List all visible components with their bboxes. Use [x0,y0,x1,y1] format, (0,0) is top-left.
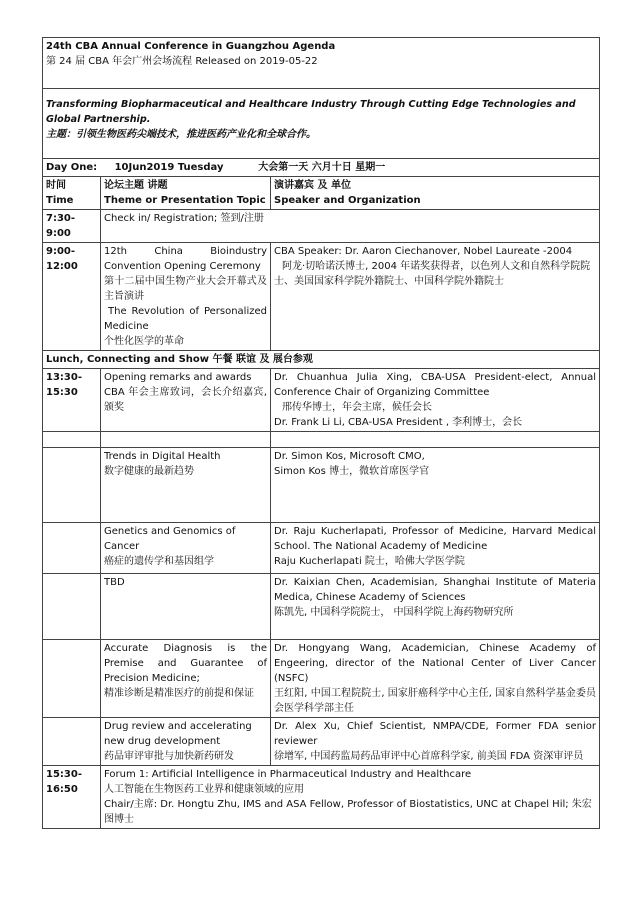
tbd-speaker-en: Dr. Kaixian Chen, Academisian, Shanghai Institute of Materia Medica, Chinese Academy of Sciences [274,577,596,603]
remarks-speaker [271,369,600,432]
col-speaker-en: Speaker and Organization [274,195,421,206]
table-row [43,210,600,243]
day-cell [43,159,600,177]
opening-time: 9:00-12:00 [43,243,101,351]
keynote-topic-en: The Revolution of Personalized Medicine [104,306,267,332]
forum-title-cn: 人工智能在生物医药工业界和健康领域的应用 [104,784,304,795]
remarks-time: 13:30-15:30 [43,369,101,432]
agenda-page [42,37,600,829]
col-speaker-cn: 演讲嘉宾 及 单位 [274,180,351,191]
genetics-topic [101,523,271,574]
remarks-topic-cn: CBA 年会主席致词，会长介绍嘉宾, 颁奖 [104,387,267,413]
table-row [43,718,600,766]
day-label: Day One: [46,162,98,173]
table-row [43,448,600,523]
table-row [43,369,600,432]
title-en: 24th CBA Annual Conference in Guangzhou Agenda [46,41,336,52]
remarks-topic-en: Opening remarks and awards [104,372,252,383]
diagnosis-speaker-en: Dr. Hongyang Wang, Academician, Chinese Academy of Engeering, director of the National Center of Liver Cancer (NSFC) [274,643,596,684]
drug-speaker [271,718,600,766]
col-topic-en: Theme or Presentation Topic [104,195,266,206]
opening-topic-cn: 第十二届中国生物产业大会开幕式及主旨演讲 [104,276,267,302]
empty-time-cell [43,574,101,640]
diagnosis-topic [101,640,271,718]
opening-topic-en: 12th China Bioindustry Convention Opening Ceremony [104,246,267,272]
empty-time-cell [43,640,101,718]
col-speaker-header [271,177,600,210]
opening-speaker [271,243,600,351]
drug-speaker-cn: 徐增军, 中国药监局药品审评中心首席科学家, 前美国 FDA 资深审评员 [274,751,584,762]
theme-cell [43,89,600,159]
header-row [43,38,600,89]
remarks-speaker-2: Dr. Frank Li Li, CBA-USA President , 李利博士，会长 [274,417,523,428]
opening-speaker-en: CBA Speaker: Dr. Aaron Ciechanover, Nobel Laureate -2004 [274,246,573,257]
column-header-row [43,177,600,210]
day-date-cn: 大会第一天 六月十日 星期一 [258,162,386,173]
diagnosis-speaker-cn: 王红阳, 中国工程院院士, 国家肝癌科学中心主任, 国家自然科学基金委员会医学科学部主任 [274,688,596,714]
spacer-cell [101,432,271,448]
header-cell [43,38,600,89]
lunch-row [43,351,600,369]
digital-topic-cn: 数字健康的最新趋势 [104,466,194,477]
agenda-table [42,37,600,829]
col-time-header [43,177,101,210]
checkin-time: 7:30-9:00 [43,210,101,243]
tbd-speaker [271,574,600,640]
day-date-en: 10Jun2019 Tuesday [114,162,224,173]
table-row [43,766,600,829]
tbd-topic: TBD [101,574,271,640]
digital-speaker [271,448,600,523]
empty-time-cell [43,523,101,574]
genetics-speaker [271,523,600,574]
tbd-speaker-cn: 陈凯先, 中国科学院院士， 中国科学院上海药物研究所 [274,607,514,618]
genetics-speaker-cn: Raju Kucherlapati 院士，哈佛大学医学院 [274,556,465,567]
theme-en: Transforming Biopharmaceutical and Healthcare Industry Through Cutting Edge Technologies and Global Partnership. [46,99,576,125]
drug-speaker-en: Dr. Alex Xu, Chief Scientist, NMPA/CDE, Former FDA senior reviewer [274,721,596,747]
drug-topic-en: Drug review and accelerating new drug development [104,721,252,747]
spacer-row [43,432,600,448]
spacer-cell [43,432,101,448]
day-row [43,159,600,177]
release-date: Released on 2019-05-22 [195,56,318,67]
col-time-en: Time [46,195,74,206]
opening-speaker-cn: 阿龙·切哈诺沃博士, 2004 年诺奖获得者，以色列人文和自然科学院院士、美国国家科学院外籍院士、中国科学院外籍院士 [274,261,591,287]
remarks-speaker-1-en: Dr. Chuanhua Julia Xing, CBA-USA President-elect, Annual Conference Chair of Organizing Committee [274,372,596,398]
col-topic-cn: 论坛主题 讲题 [104,180,168,191]
lunch-text: Lunch, Connecting and Show 午餐 联谊 及 展台参观 [43,351,600,369]
col-topic-header [101,177,271,210]
forum-cell [101,766,600,829]
digital-speaker-en: Dr. Simon Kos, Microsoft CMO, [274,451,425,462]
title-cn: 第 24 届 CBA 年会广州会场流程 [46,56,193,67]
spacer-cell [271,432,600,448]
remarks-speaker-1-cn: 邢传华博士，年会主席，候任会长 [282,402,432,413]
col-time-cn: 时间 [46,180,66,191]
diagnosis-topic-en: Accurate Diagnosis is the Premise and Guarantee of Precision Medicine; [104,643,267,684]
forum-time: 15:30-16:50 [43,766,101,829]
forum-title-en: Forum 1: Artificial Intelligence in Pharmaceutical Industry and Healthcare [104,769,472,780]
table-row [43,640,600,718]
drug-topic [101,718,271,766]
theme-cn: 主题：引领生物医药尖端技术，推进医药产业化和全球合作。 [46,129,316,140]
drug-topic-cn: 药品审评审批与加快新药研发 [104,751,234,762]
remarks-topic [101,369,271,432]
digital-topic-en: Trends in Digital Health [104,451,221,462]
genetics-topic-cn: 癌症的遗传学和基因组学 [104,556,214,567]
opening-topic [101,243,271,351]
genetics-speaker-en: Dr. Raju Kucherlapati, Professor of Medicine, Harvard Medical School. The National Academy of Medicine [274,526,596,552]
diagnosis-topic-cn: 精准诊断是精准医疗的前提和保证 [104,688,254,699]
table-row [43,523,600,574]
table-row [43,574,600,640]
theme-row [43,89,600,159]
empty-time-cell [43,718,101,766]
table-row [43,243,600,351]
keynote-topic-cn: 个性化医学的革命 [104,336,184,347]
empty-time-cell [43,448,101,523]
checkin-text: Check in/ Registration; 签到/注册 [101,210,600,243]
genetics-topic-en: Genetics and Genomics of Cancer [104,526,236,552]
digital-speaker-cn: Simon Kos 博士，微软首席医学官 [274,466,430,477]
digital-topic [101,448,271,523]
diagnosis-speaker [271,640,600,718]
forum-chair: Chair/主席: Dr. Hongtu Zhu, IMS and ASA Fellow, Professor of Biostatistics, UNC at Chapel Hil; 朱宏图博士 [104,799,592,825]
